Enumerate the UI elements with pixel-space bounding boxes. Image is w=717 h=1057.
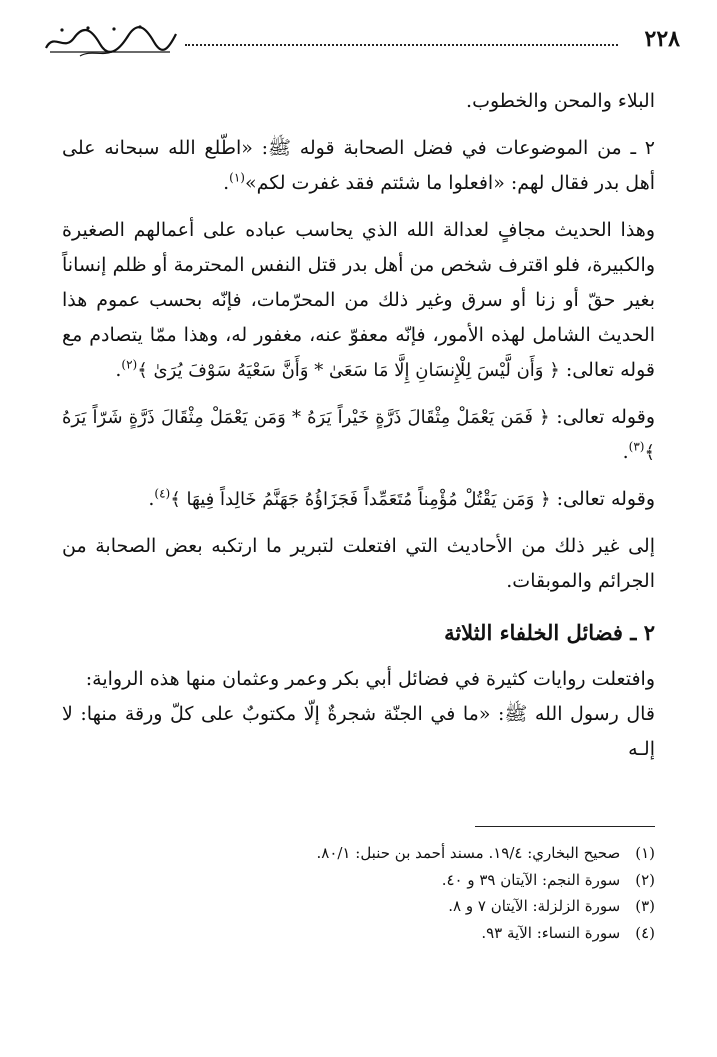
header-dotted-leader bbox=[185, 44, 618, 46]
footnote-text: سورة الزلزلة: الآيتان ٧ و ٨. bbox=[448, 897, 621, 915]
paragraph-2-text: ٢ ـ من الموضوعات في فضل الصحابة قوله ﷺ: «اطّلع الله سبحانه على أهل بدر فقال لهم: «افعلوا ما شئتم فقد غفرت لكم» bbox=[62, 137, 655, 194]
quran-verse-najm: ﴿ وَأَن لَّيْسَ لِلْإِنسَانِ إِلَّا مَا سَعَىٰ * وَأَنَّ سَعْيَهُ سَوْفَ يُرَىٰ ﴾ bbox=[137, 360, 560, 381]
main-text bbox=[62, 84, 655, 767]
footnote-item bbox=[62, 920, 655, 947]
footnote-ref-3: (٣) bbox=[628, 439, 645, 454]
footnote-ref-2: (٢) bbox=[121, 357, 138, 372]
quran-verse-nisa: ﴿ وَمَن يَقْتُلْ مُؤْمِناً مُتَعَمِّداً فَجَزَاؤُهُ جَهَنَّمُ خَالِداً فِيهَا ﴾ bbox=[170, 489, 551, 510]
page-number: ٢٢٨ bbox=[644, 26, 680, 52]
paragraph-7: وافتعلت روايات كثيرة في فضائل أبي بكر وعمر وعثمان منها هذه الرواية: bbox=[85, 668, 655, 690]
paragraph-5 bbox=[62, 482, 655, 517]
footnote-item bbox=[62, 893, 655, 920]
footnote-number: (٢) bbox=[635, 870, 655, 889]
paragraph-2 bbox=[62, 131, 655, 201]
footnote-number: (٣) bbox=[635, 897, 655, 915]
paragraph-4-end: . bbox=[622, 441, 629, 463]
footnote-text: سورة النساء: الآية ٩٣. bbox=[481, 923, 621, 942]
paragraph-3-end: . bbox=[115, 359, 122, 381]
paragraph-5-text: وقوله تعالى: bbox=[556, 488, 655, 510]
paragraph-2-end: . bbox=[223, 172, 230, 194]
paragraph-6: إلى غير ذلك من الأحاديث التي افتعلت لتبرير ما ارتكبه بعض الصحابة من الجرائم والموبقات. bbox=[62, 535, 655, 592]
quran-verse-zalzala: ﴿ فَمَن يَعْمَلْ مِثْقَالَ ذَرَّةٍ خَيْراً يَرَهُ * وَمَن يَعْمَلْ مِثْقَالَ ذَرَّةٍ شَرّاً يَرَهُ ﴾ bbox=[62, 407, 655, 463]
paragraph-1: البلاء والمحن والخطوب. bbox=[466, 90, 655, 112]
book-title-calligraphy bbox=[40, 22, 180, 58]
footnote-item bbox=[62, 840, 655, 867]
footnote-number: (٤) bbox=[635, 923, 655, 942]
paragraph-4 bbox=[62, 400, 655, 470]
section-heading: ٢ ـ فضائل الخلفاء الثلاثة bbox=[444, 620, 655, 645]
footnotes bbox=[62, 840, 655, 946]
paragraph-3 bbox=[62, 213, 655, 388]
footnote-ref-4: (٤) bbox=[154, 486, 171, 501]
paragraph-5-end: . bbox=[148, 488, 155, 510]
paragraph-8: قال رسول الله ﷺ: «ما في الجنّة شجرةٌ إلّا مكتوبٌ على كلّ ورقة منها: لا إلـه bbox=[62, 703, 655, 760]
footnote-ref-1: (١) bbox=[229, 170, 245, 185]
footnote-number: (١) bbox=[635, 844, 655, 862]
footnote-text: سورة النجم: الآيتان ٣٩ و ٤٠. bbox=[441, 870, 621, 889]
footnote-separator bbox=[475, 826, 655, 827]
footnote-text: صحيح البخاري: ١٩/٤. مسند أحمد بن حنبل: ٨٠/١. bbox=[316, 844, 621, 862]
running-header bbox=[40, 22, 680, 62]
footnote-item bbox=[62, 867, 655, 894]
paragraph-4-text: وقوله تعالى: bbox=[556, 406, 655, 428]
paragraph-3-text: وهذا الحديث مجافٍ لعدالة الله الذي يحاسب عباده على أعمالهم الصغيرة والكبيرة، فلو اقترف شخص من أهل بدر قتل النفس المحترمة أو ظلم إنساناً بغير حقّ أو زنا أو سرق وغير ذلك من المحرّمات، فإنّه بحسب عموم هذا الحديث الشامل لهذه الأمور، فإنّه معفوّ عنه، مغفور له، وهذا ممّا يتصادم مع قوله تعالى: bbox=[62, 219, 655, 381]
